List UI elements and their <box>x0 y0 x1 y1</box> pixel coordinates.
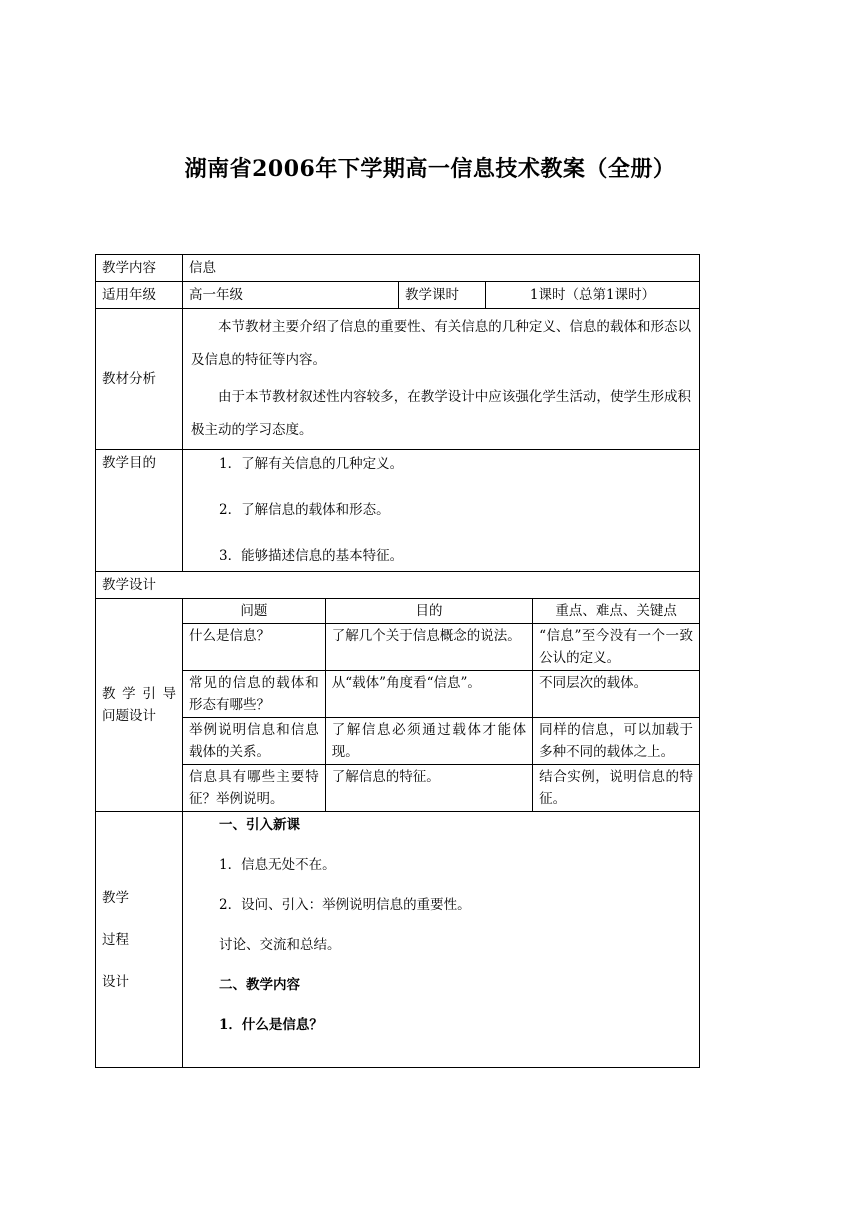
label-objectives: 教学目的 <box>96 450 183 572</box>
row-guide <box>96 599 700 812</box>
value-grade: 高一年级 <box>183 282 399 309</box>
process-step: 讨论、交流和总结。 <box>219 937 341 953</box>
label-analysis: 教材分析 <box>96 309 183 450</box>
guide-keypoint: 不同层次的载体。 <box>533 671 699 718</box>
objective-item: 1．了解有关信息的几种定义。 <box>219 456 404 472</box>
row-process <box>96 812 700 1068</box>
guide-header-keypoints: 重点、难点、关键点 <box>533 599 699 624</box>
row-analysis <box>96 309 700 450</box>
guide-keypoint: “信息”至今没有一个一致公认的定义。 <box>533 624 699 671</box>
value-content: 信息 <box>183 255 700 282</box>
guide-row <box>183 671 699 718</box>
guide-table-cell <box>183 599 700 812</box>
row-design <box>96 572 700 599</box>
process-step: 1．信息无处不在。 <box>219 857 336 873</box>
label-guide: 教 学 引 导 问题设计 <box>96 599 183 812</box>
analysis-paragraph-1: 本节教材主要介绍了信息的重要性、有关信息的几种定义、信息的载体和形态以及信息的特征等内容。 <box>191 319 692 368</box>
value-hours: 1课时（总第1课时） <box>486 282 700 309</box>
guide-question: 什么是信息？ <box>183 624 325 671</box>
guide-keypoint: 同样的信息，可以加载于多种不同的载体之上。 <box>533 718 699 765</box>
process-section-intro: 一、引入新课 <box>219 817 300 833</box>
label-design: 教学设计 <box>96 572 700 599</box>
guide-question: 常见的信息的载体和形态有哪些？ <box>183 671 325 718</box>
guide-header-purpose: 目的 <box>325 599 532 624</box>
label-process-line: 设计 <box>102 973 129 990</box>
row-grade <box>96 282 700 309</box>
guide-purpose: 从“载体”角度看“信息”。 <box>325 671 532 718</box>
guide-keypoint: 结合实例，说明信息的特征。 <box>533 765 699 812</box>
label-process <box>96 812 183 1068</box>
objective-item: 2．了解信息的载体和形态。 <box>219 502 390 518</box>
guide-table <box>183 599 699 811</box>
guide-question: 举例说明信息和信息载体的关系。 <box>183 718 325 765</box>
label-grade: 适用年级 <box>96 282 183 309</box>
guide-purpose: 了解信息的特征。 <box>325 765 532 812</box>
guide-row <box>183 624 699 671</box>
guide-question: 信息具有哪些主要特征？举例说明。 <box>183 765 325 812</box>
guide-header-question: 问题 <box>183 599 325 624</box>
label-process-line: 过程 <box>102 931 129 948</box>
guide-row <box>183 718 699 765</box>
objective-item: 3．能够描述信息的基本特征。 <box>219 548 404 564</box>
row-content <box>96 255 700 282</box>
value-analysis <box>183 309 700 450</box>
guide-purpose: 了解信息必须通过载体才能体现。 <box>325 718 532 765</box>
process-subsection: 1．什么是信息？ <box>219 1017 323 1033</box>
lesson-plan-table <box>95 254 700 1068</box>
label-process-line: 教学 <box>102 889 129 906</box>
value-objectives <box>183 450 700 572</box>
guide-purpose: 了解几个关于信息概念的说法。 <box>325 624 532 671</box>
label-hours: 教学课时 <box>399 282 486 309</box>
value-process <box>183 812 700 1068</box>
row-objectives <box>96 450 700 572</box>
label-content: 教学内容 <box>96 255 183 282</box>
analysis-paragraph-2: 由于本节教材叙述性内容较多，在教学设计中应该强化学生活动，使学生形成积极主动的学习态度。 <box>191 389 692 438</box>
document-title: 湖南省2006年下学期高一信息技术教案（全册） <box>184 156 676 182</box>
process-section-content: 二、教学内容 <box>219 977 300 993</box>
guide-row <box>183 765 699 812</box>
process-step: 2．设问、引入：举例说明信息的重要性。 <box>219 897 471 913</box>
guide-header-row <box>183 599 699 624</box>
